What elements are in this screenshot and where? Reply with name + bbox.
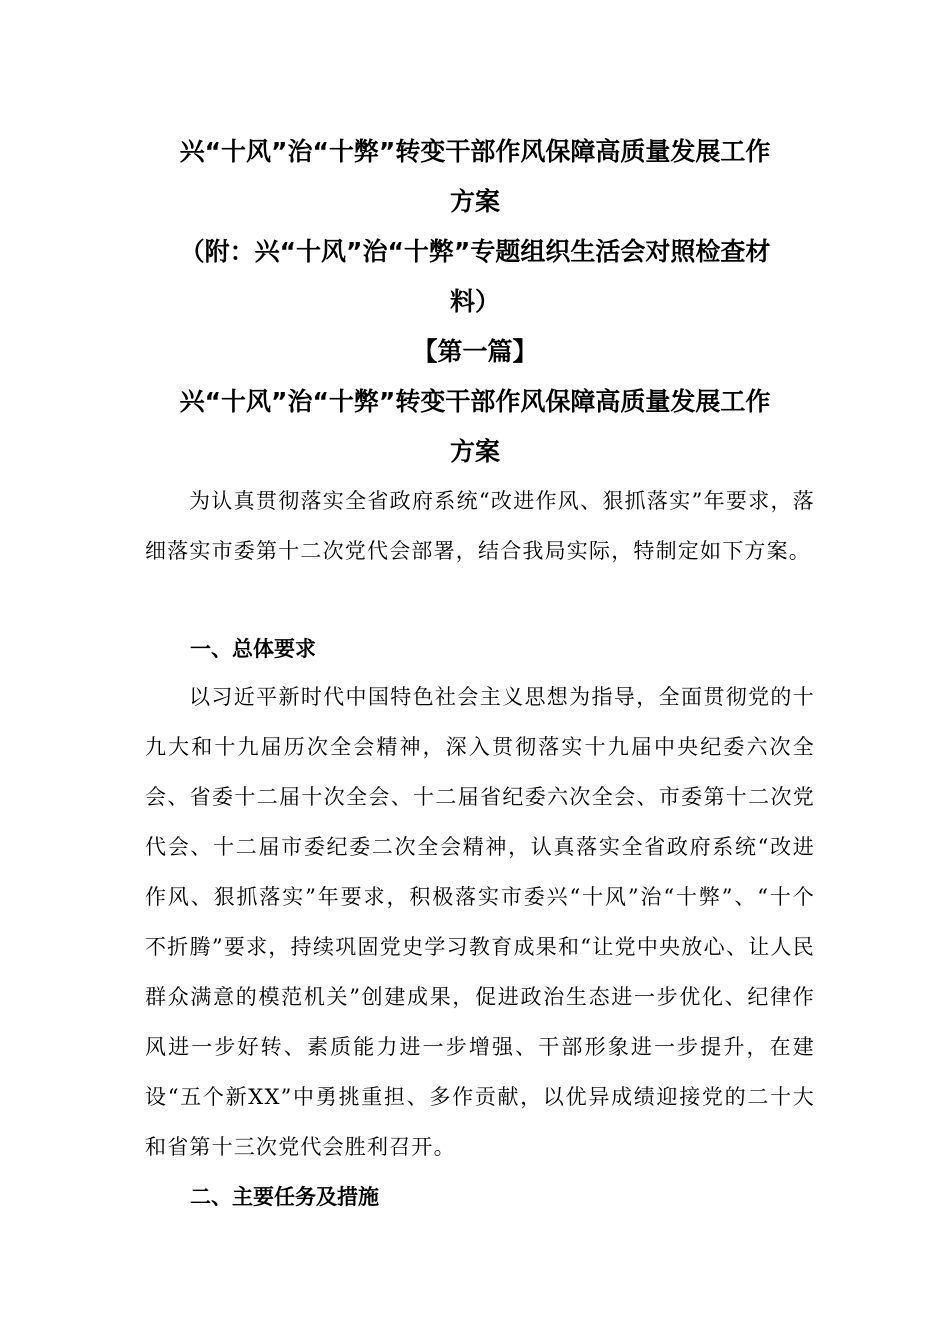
document-title-line-2: 方案 <box>449 187 500 216</box>
document-subtitle-line-1: （附：兴“十风”治“十弊”专题组织生活会对照检查材 <box>179 237 771 266</box>
document-title-line-1: 兴“十风”治“十弊”转变干部作风保障高质量发展工作 <box>179 137 771 166</box>
part-label: 【第一篇】 <box>412 337 538 366</box>
part-title-line-1: 兴“十风”治“十弊”转变干部作风保障高质量发展工作 <box>179 387 771 416</box>
section-1-body: 以习近平新时代中国特色社会主义思想为指导，全面贯彻党的十九大和十九届历次全会精神，深入贯彻落实十九届中央纪委六次全会、省委十二届十次全会、十二届省纪委六次全会、市委第十二次党代会、十二届市委纪委二次全会精神，认真落实全省政府系统“改进作风、狠抓落实”年要求，积极落实市委兴“十风”治“十弊”、“十个不折腾”要求，持续巩固党史学习教育成果和“让党中央放心、让人民群众满意的模范机关”创建成果，促进政治生态进一步优化、纪律作风进一步好转、素质能力进一步增强、干部形象进一步提升，在建设“五个新XX”中勇挑重担、多作贡献，以优异成绩迎接党的二十大和省第十三次党代会胜利召开。 <box>145 685 815 1159</box>
part-title-line-2: 方案 <box>449 437 500 466</box>
intro-paragraph: 为认真贯彻落实全省政府系统“改进作风、狠抓落实”年要求，落细落实市委第十二次党代会部署，结合我局实际，特制定如下方案。 <box>145 489 815 563</box>
section-1-heading: 一、总体要求 <box>190 637 316 661</box>
document-subtitle-line-2: 料） <box>449 287 500 316</box>
section-2-heading: 二、主要任务及措施 <box>190 1185 379 1209</box>
